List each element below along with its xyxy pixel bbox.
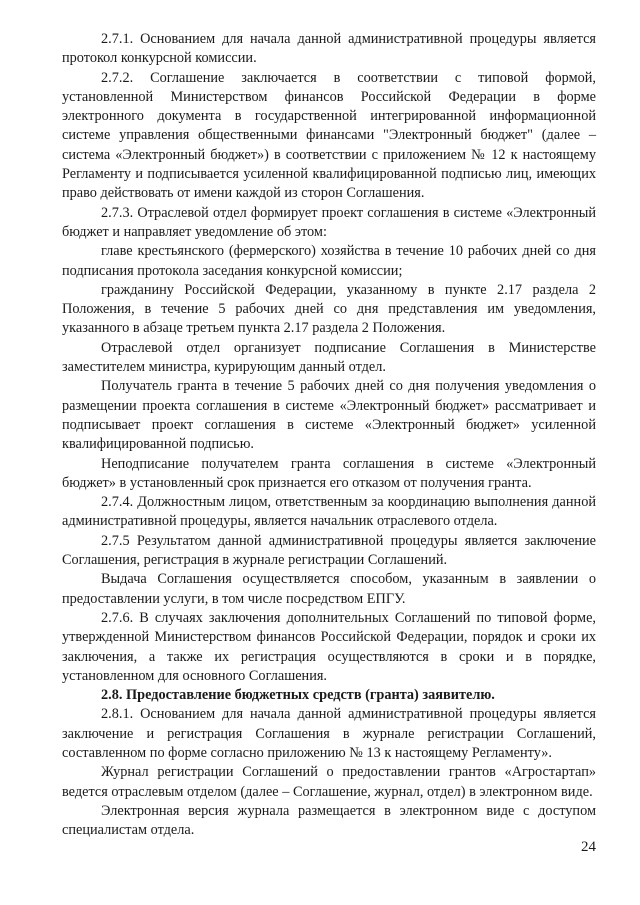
paragraph-recipient: Получатель гранта в течение 5 рабочих дней со дня получения уведомления о размещении проекта соглашения в системе «Электронный бюджет» рассматривает и подписывает проект соглашения в системе «Электронный бюджет» усиленной квалифицированной подписью. (62, 378, 596, 453)
paragraph-2-7-2: 2.7.2. Соглашение заключается в соответствии с типовой формой, установленной Министерством финансов Российской Федерации в форме электронного документа в государственной интегрированной информационной системе управления общественными финансами "Электронный бюджет" (далее – система «Электронный бюджет») в соответствии с приложением № 12 к настоящему Регламенту и подписывается усиленной квалифицированной подписью лиц, имеющих право действовать от имени каждой из сторон Соглашения. (62, 69, 596, 202)
paragraph-2-7-3: 2.7.3. Отраслевой отдел формирует проект соглашения в системе «Электронный бюджет и направляет уведомление об этом: (62, 204, 596, 240)
paragraph-2-7-4: 2.7.4. Должностным лицом, ответственным за координацию выполнения данной административной процедуры, является начальник отраслевого отдела. (62, 494, 596, 530)
document-page (62, 30, 596, 840)
section-heading-2-8: 2.8. Предоставление бюджетных средств (гранта) заявителю. (101, 687, 495, 704)
paragraph-journal: Журнал регистрации Соглашений о предоставлении грантов «Агростартап» ведется отраслевым отделом (далее – Соглашение, журнал, отдел) в электронном виде. (62, 764, 596, 800)
paragraph-refusal: Неподписание получателем гранта соглашения в системе «Электронный бюджет» в установленный срок признается его отказом от получения гранта. (62, 455, 596, 491)
paragraph-2-7-5: 2.7.5 Результатом данной административной процедуры является заключение Соглашения, регистрация в журнале регистрации Соглашений. (62, 532, 596, 569)
paragraph-2-8-1: 2.8.1. Основанием для начала данной административной процедуры является заключение и регистрация Соглашения в журнале регистрации Соглашений, составленном по форме согласно приложению № 13 к настоящему Регламенту». (62, 706, 596, 761)
paragraph-citizen: гражданину Российской Федерации, указанному в пункте 2.17 раздела 2 Положения, в течение 5 рабочих дней со дня представления им уведомления, указанного в абзаце третьем пункта 2.17 раздела 2 Положения. (62, 281, 596, 337)
paragraph-2-7-6: 2.7.6. В случаях заключения дополнительных Соглашений по типовой форме, утвержденной Министерством финансов Российской Федерации, порядок и сроки их заключения, а также их регистрация осуществляются в сроки и в порядке, установленном для основного Соглашения. (62, 609, 596, 684)
page-number: 24 (581, 839, 596, 855)
paragraph-signing: Отраслевой отдел организует подписание Соглашения в Министерстве заместителем министра, курирующим данный отдел. (62, 339, 596, 376)
paragraph-electronic-version: Электронная версия журнала размещается в электронном виде с доступом специалистам отдела. (62, 802, 596, 839)
paragraph-farm-head: главе крестьянского (фермерского) хозяйства в течение 10 рабочих дней со дня подписания протокола заседания конкурсной комиссии; (62, 243, 596, 279)
paragraph-2-7-1: 2.7.1. Основанием для начала данной административной процедуры является протокол конкурсной комиссии. (62, 31, 596, 67)
paragraph-issuance: Выдача Соглашения осуществляется способом, указанным в заявлении о предоставлении услуги, в том числе посредством ЕПГУ. (62, 571, 596, 607)
